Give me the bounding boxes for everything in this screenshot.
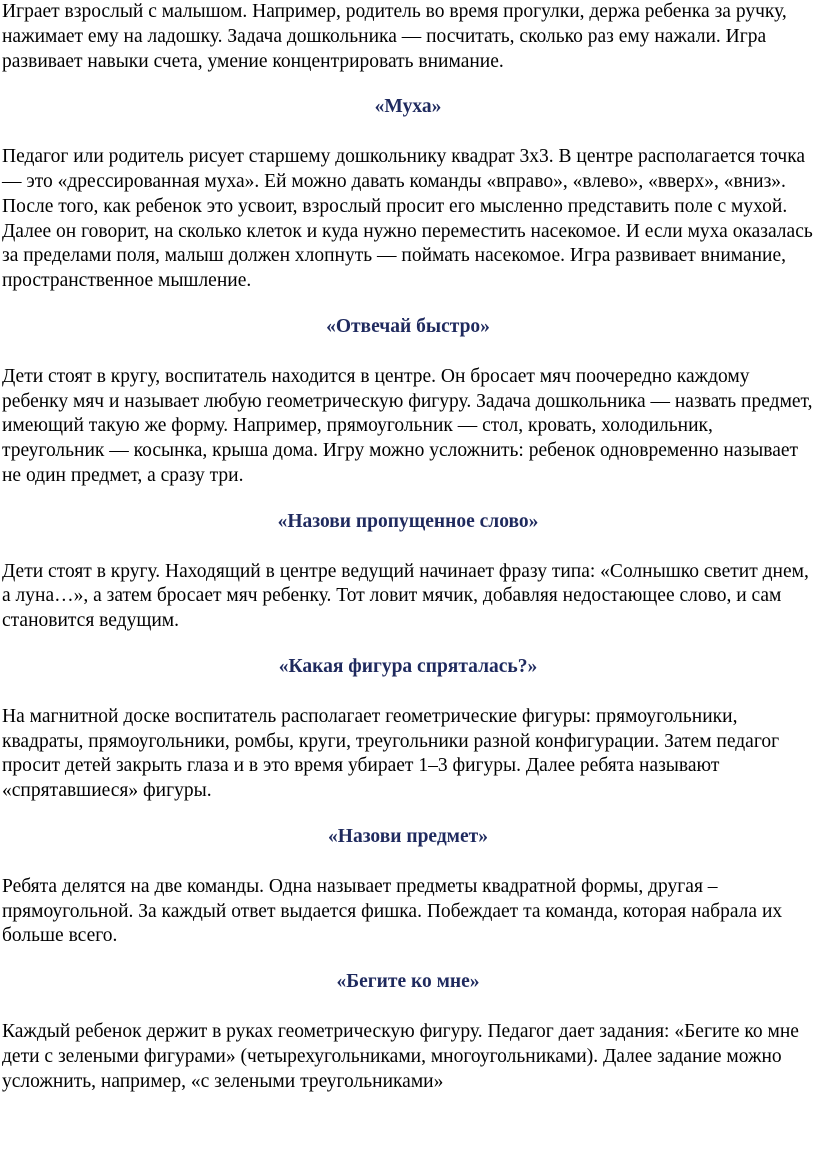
section-title-nazovi-predmet: «Назови предмет» — [328, 825, 488, 847]
intro-paragraph: Играет взрослый с малышом. Например, родитель во время прогулки, держа ребенка за ручку, нажимает ему на ладошку. Задача дошкольника — посчитать, сколько раз ему нажали. Игра развивает навыки счета, умение концентрировать внимание. — [2, 1, 787, 72]
section-title-mukha: «Муха» — [374, 96, 442, 118]
section-text-mukha: Педагог или родитель рисует старшему дошкольнику квадрат 3х3. В центре располагается точка — это «дрессированная муха». Ей можно давать команды «вправо», «влево», «вверх», «вниз». После того, как ребенок это усвоит, взрослый просит его мысленно представить поле с мухой. Далее он говорит, на сколько клеток и куда нужно переместить насекомое. И если муха оказалась за пределами поля, малыш должен хлопнуть — поймать насекомое. Игра развивает внимание, пространственное мышление. — [2, 146, 813, 292]
section-title-kakaya-figura: «Какая фигура спряталась?» — [278, 655, 538, 677]
section-title-nazovi-slovo: «Назови пропущенное слово» — [277, 510, 539, 532]
section-text-begite: Каждый ребенок держит в руках геометрическую фигуру. Педагог дает задания: «Бегите ко мне дети с зелеными фигурами» (четырехугольниками, многоугольниками). Далее задание можно усложнить, например, «с зелеными треугольниками» — [2, 1020, 799, 1092]
section-title-begite: «Бегите ко мне» — [336, 971, 480, 993]
section-text-nazovi-slovo: Дети стоят в кругу. Находящий в центре ведущий начинает фразу типа: «Солнышко светит днем, а луна…», а затем бросает мяч ребенку. Тот ловит мячик, добавляя недостающее слово, и сам становится ведущим. — [2, 560, 809, 632]
section-text-nazovi-predmet: Ребята делятся на две команды. Одна называет предметы квадратной формы, другая – прямоугольной. За каждый ответ выдается фишка. Побеждает та команда, которая набрала их больше всего. — [2, 875, 783, 947]
section-text-otvechay-bystro: Дети стоят в кругу, воспитатель находится в центре. Он бросает мяч поочередно каждому ребенку мяч и называет любую геометрическую фигуру. Задача дошкольника — назвать предмет, имеющий такую же форму. Например, прямоугольник — стол, кровать, холодильник, треугольник — косынка, крыша дома. Игру можно усложнить: ребенок одновременно называет не один предмет, а сразу три. — [2, 365, 813, 486]
section-text-kakaya-figura: На магнитной доске воспитатель располагает геометрические фигуры: прямоугольники, квадраты, прямоугольники, ромбы, круги, треугольники разной конфигурации. Затем педагог просит детей закрыть глаза и в это время убирает 1–3 фигуры. Далее ребята называют «спрятавшиеся» фигуры. — [2, 705, 780, 802]
section-title-otvechay-bystro: «Отвечай быстро» — [326, 315, 490, 337]
